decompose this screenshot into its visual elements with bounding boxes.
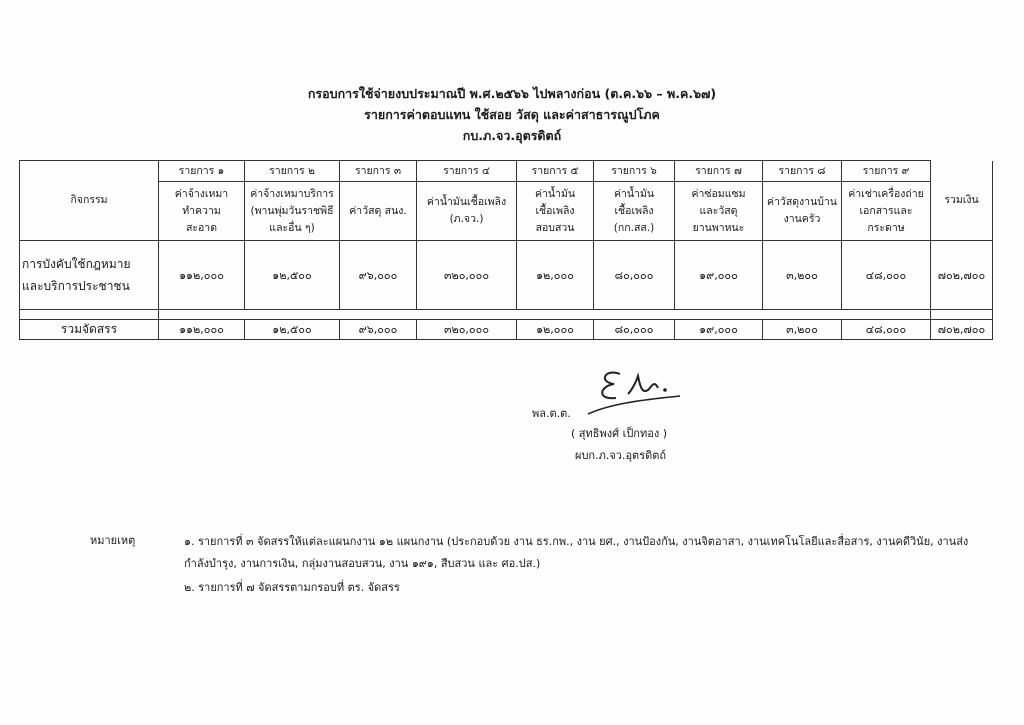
item-no: รายการ ๙ [842,161,931,182]
value-cell: ๓๒๐,๐๐๐ [417,241,517,310]
item-desc: ค่าน้ำมัน เชื้อเพลิง สอบสวน [517,182,594,241]
signer-name: ( สุทธิพงศ์ เป็กทอง ) [571,427,667,440]
activity-label: การบังคับใช้กฎหมาย และบริการประชาชน [20,241,159,310]
header-row-item-descriptions [20,182,993,241]
budget-table [19,160,993,340]
handwritten-signature [580,360,690,420]
activity-header: กิจกรรม [20,161,159,241]
signature-block [520,360,750,460]
item-desc: ค่าวัสดุงานบ้าน งานครัว [763,182,842,241]
total-label: รวมจัดสรร [20,320,159,340]
item-desc: ค่าน้ำมัน เชื้อเพลิง (กก.สส.) [594,182,675,241]
total-value-cell: ๔๘,๐๐๐ [842,320,931,340]
row-total-cell: ๗๐๒,๗๐๐ [931,241,993,310]
header-row-item-numbers [20,161,993,182]
signer-rank: พล.ต.ต. [532,407,571,420]
signer-position: ผบก.ภ.จว.อุตรดิตถ์ [575,449,667,462]
item-no: รายการ ๘ [763,161,842,182]
table-row [20,241,993,310]
item-desc: ค่าน้ำมันเชื้อเพลิง (ภ.จว.) [417,182,517,241]
item-no: รายการ ๑ [159,161,245,182]
total-value-cell: ๘๐,๐๐๐ [594,320,675,340]
document-subtitle: รายการค่าตอบแทน ใช้สอย วัสดุ และค่าสาธารณูปโภค [364,107,660,122]
total-value-cell: ๑๙,๐๐๐ [675,320,763,340]
item-no: รายการ ๕ [517,161,594,182]
item-no: รายการ ๖ [594,161,675,182]
value-cell: ๑๒,๕๐๐ [245,241,340,310]
note-item: ๑. รายการที่ ๓ จัดสรรให้แต่ละแผนกงาน ๑๒ แผนกงาน (ประกอบด้วย งาน ธร.กพ., งาน ยศ., งานป้องกัน, งานจิตอาสา, งานเทคโนโลยีและสื่อสาร, งานคดีวินัย, งานส่งกำลังบำรุง, งานการเงิน, กลุ่มงานสอบสวน, งาน ๑๙๑, สืบสวน และ ศอ.ปส.) [184,535,969,570]
total-row [20,320,993,340]
note-item: ๒. รายการที่ ๗ จัดสรรตามกรอบที่ ตร. จัดสรร [184,581,400,594]
value-cell: ๙๖,๐๐๐ [340,241,417,310]
document-title: กรอบการใช้จ่ายงบประมาณปี พ.ศ.๒๕๖๖ ไปพลางก่อน (ต.ค.๖๖ – พ.ค.๖๗) [307,86,717,101]
value-cell: ๑๙,๐๐๐ [675,241,763,310]
total-value-cell: ๑๑๒,๐๐๐ [159,320,245,340]
spacer-row [20,310,993,320]
total-header: รวมเงิน [931,161,993,241]
total-value-cell: ๑๒,๕๐๐ [245,320,340,340]
total-value-cell: ๓๒๐,๐๐๐ [417,320,517,340]
document-unit: กบ.ภ.จว.อุตรดิตถ์ [462,128,562,143]
item-desc: ค่าจ้างเหมาบริการ (พานพุ่มวันราชพิธี และอื่น ๆ) [245,182,340,241]
item-no: รายการ ๒ [245,161,340,182]
total-value-cell: ๙๖,๐๐๐ [340,320,417,340]
value-cell: ๑๒,๐๐๐ [517,241,594,310]
value-cell: ๘๐,๐๐๐ [594,241,675,310]
total-value-cell: ๓,๒๐๐ [763,320,842,340]
item-desc: ค่าซ่อมแซม และวัสดุ ยานพาหนะ [675,182,763,241]
item-desc: ค่าเช่าเครื่องถ่าย เอกสารและ กระดาษ [842,182,931,241]
item-no: รายการ ๗ [675,161,763,182]
item-desc: ค่าวัสดุ สนง. [340,182,417,241]
item-desc: ค่าจ้างเหมา ทำความ สะอาด [159,182,245,241]
item-no: รายการ ๓ [340,161,417,182]
total-value-cell: ๑๒,๐๐๐ [517,320,594,340]
value-cell: ๓,๒๐๐ [763,241,842,310]
item-no: รายการ ๔ [417,161,517,182]
grand-total-cell: ๗๐๒,๗๐๐ [931,320,993,340]
value-cell: ๔๘,๐๐๐ [842,241,931,310]
value-cell: ๑๑๒,๐๐๐ [159,241,245,310]
notes-heading: หมายเหตุ [90,534,136,547]
